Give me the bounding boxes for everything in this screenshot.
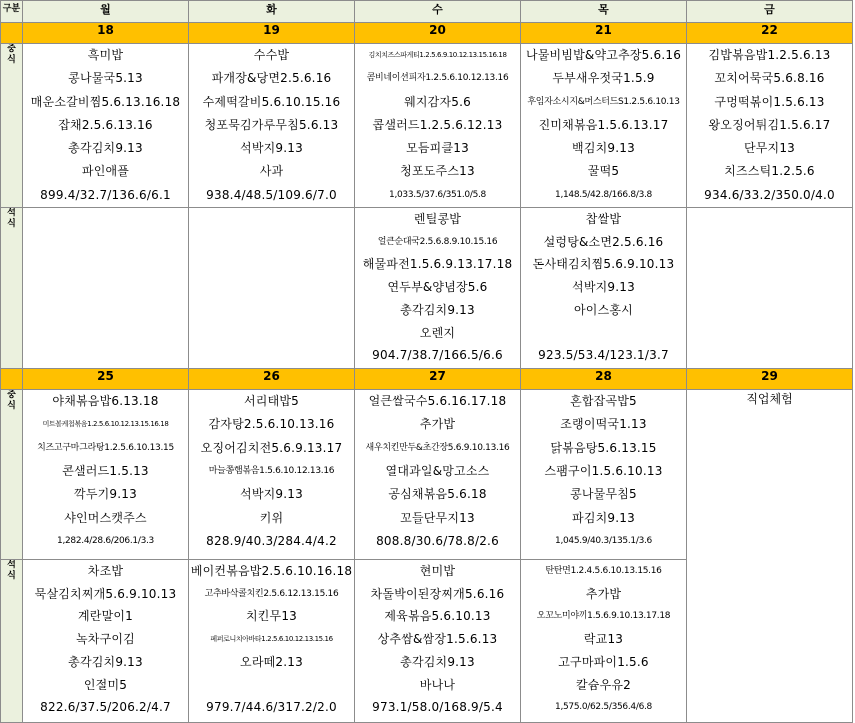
- nutrition-info: 822.6/37.5/206.2/4.7: [40, 700, 171, 715]
- menu-item: 파인애플: [81, 164, 130, 179]
- day-header-thu: 목: [521, 1, 687, 23]
- menu-item: 해물파전1.5.6.9.13.17.18: [362, 257, 513, 272]
- menu-item: 아이스홍시: [574, 302, 633, 317]
- menu-item: 김밥볶음밥1.2.5.6.13: [708, 48, 831, 62]
- date-row: [1, 369, 853, 390]
- nutrition-info: 899.4/32.7/136.6/6.1: [40, 187, 171, 202]
- menu-item: 칼슘우유2: [575, 677, 631, 692]
- date-cell: 19: [189, 23, 355, 44]
- lunch-row: [1, 390, 853, 560]
- menu-item: 꼬치어묵국5.6.8.16: [714, 71, 825, 86]
- menu-item: 추가밥: [419, 417, 456, 432]
- lunch-menu-cell: [189, 390, 355, 560]
- menu-item: 미트볼케첩볶음1.2.5.6.10.12.13.15.16.18: [42, 420, 169, 429]
- lunch-menu-cell: [521, 44, 687, 208]
- menu-item: 꼬들단무지13: [400, 510, 475, 525]
- dinner-label: 석 식: [1, 208, 23, 369]
- menu-item: 후임자소시지&머스터드S1.2.5.6.10.13: [527, 96, 680, 107]
- menu-item: 김치치즈스파게티1.2.5.6.9.10.12.13.15.16.18: [368, 51, 507, 59]
- menu-item: 설렁탕&소면2.5.6.16: [543, 234, 664, 249]
- menu-item: 탄탄면1.2.4.5.6.10.13.15.16: [545, 566, 662, 577]
- nutrition-info: 1,045.9/40.3/135.1/3.6: [555, 535, 652, 546]
- menu-item: 구멍떡볶이1.5.6.13: [714, 94, 825, 109]
- day-header-tue: 화: [189, 1, 355, 23]
- menu-item: 오라떼2.13: [240, 654, 303, 669]
- menu-item: 스팸구이1.5.6.10.13: [544, 463, 663, 478]
- menu-item: 상추쌈&쌈장1.5.6.13: [377, 632, 498, 647]
- menu-item: [189, 674, 354, 697]
- menu-item: 연두부&양념장5.6: [387, 280, 488, 295]
- menu-item: [521, 322, 686, 345]
- dinner-menu-cell: [189, 560, 355, 723]
- menu-item: 조랭이떡국1.13: [560, 417, 647, 432]
- menu-item: 서리태밥5: [243, 394, 299, 409]
- lunch-menu-cell: [23, 390, 189, 560]
- menu-item: 청포도주스13: [400, 164, 475, 179]
- date-cell: 18: [23, 23, 189, 44]
- menu-item: 모듬피클13: [406, 141, 469, 156]
- nutrition-info: 973.1/58.0/168.9/5.4: [372, 700, 503, 715]
- date-cell: 29: [687, 369, 853, 390]
- menu-item: 콥샐러드1.2.5.6.12.13: [372, 117, 503, 132]
- dinner-label: 석 식: [1, 560, 23, 723]
- menu-item: 백김치9.13: [572, 141, 635, 156]
- menu-item: 인절미5: [83, 677, 128, 692]
- nutrition-info: 1,033.5/37.6/351.0/5.8: [389, 189, 486, 200]
- menu-item: 두부새우젓국1.5.9: [552, 71, 655, 86]
- dinner-menu-cell: [355, 560, 521, 723]
- dinner-menu-cell: [687, 208, 853, 369]
- menu-item: 깍두기9.13: [74, 487, 137, 502]
- menu-item: 치즈스틱1.2.5.6: [724, 164, 815, 179]
- menu-item: 락교13: [583, 632, 624, 647]
- menu-item: 현미밥: [419, 564, 456, 579]
- lunch-menu-cell: [687, 44, 853, 208]
- dinner-row: [1, 208, 853, 369]
- menu-item: 나물비빔밥&약고추장5.6.16: [525, 48, 682, 62]
- menu-item: 매운소갈비찜5.6.13.16.18: [30, 94, 181, 109]
- menu-item: 콘샐러드1.5.13: [62, 463, 149, 478]
- lunch-menu-cell: [23, 44, 189, 208]
- menu-item: 고추바삭콜치킨2.5.6.12.13.15.16: [204, 588, 339, 599]
- menu-item: 치킨무13: [245, 609, 298, 624]
- nutrition-info: 923.5/53.4/123.1/3.7: [538, 348, 669, 363]
- dinner-menu-cell: [23, 560, 189, 723]
- menu-item: 석박지9.13: [572, 280, 635, 295]
- lunch-menu-cell: [355, 390, 521, 560]
- menu-item: 감자탕2.5.6.10.13.16: [208, 417, 335, 432]
- menu-item: 바나나: [419, 677, 456, 692]
- menu-item: 샤인머스캣주스: [64, 510, 147, 525]
- corner-header: 구분: [1, 1, 23, 23]
- nutrition-info: 828.9/40.3/284.4/4.2: [206, 533, 337, 548]
- dinner-menu-cell: [189, 208, 355, 369]
- nutrition-info: 808.8/30.6/78.8/2.6: [376, 533, 499, 548]
- date-cell: 27: [355, 369, 521, 390]
- menu-item: 진미채볶음1.5.6.13.17: [538, 117, 669, 132]
- menu-item: 콩나물무침5: [570, 487, 637, 502]
- menu-item: 총각김치9.13: [68, 141, 143, 156]
- date-cell: 20: [355, 23, 521, 44]
- menu-item: 페퍼로니치아바타1.2.5.6.10.12.13.15.16: [210, 635, 333, 644]
- menu-item: 제육볶음5.6.10.13: [384, 609, 491, 624]
- menu-item: 얼큰순대국2.5.6.8.9.10.15.16: [377, 236, 498, 247]
- table-body: [1, 23, 853, 723]
- menu-item: 베이컨볶음밥2.5.6.10.16.18: [190, 564, 353, 579]
- date-row-label: [1, 369, 23, 390]
- dinner-menu-cell: [355, 208, 521, 369]
- date-cell: 22: [687, 23, 853, 44]
- menu-item: 닭볶음탕5.6.13.15: [550, 440, 657, 455]
- date-cell: 26: [189, 369, 355, 390]
- menu-item: 찹쌀밥: [585, 212, 622, 227]
- date-cell: 21: [521, 23, 687, 44]
- menu-item: 석박지9.13: [240, 487, 303, 502]
- dinner-menu-cell: [521, 560, 687, 723]
- dinner-menu-cell: [521, 208, 687, 369]
- nutrition-info: 904.7/38.7/166.5/6.6: [372, 348, 503, 363]
- menu-item: 묵살김치찌개5.6.9.10.13: [34, 586, 177, 601]
- day-header-mon: 월: [23, 1, 189, 23]
- day-header-row: [1, 1, 853, 23]
- menu-item: 계란말이1: [77, 609, 133, 624]
- lunch-label: 중 식: [1, 390, 23, 560]
- menu-item: 총각김치9.13: [400, 654, 475, 669]
- menu-item: 치즈고구마그라탕1.2.5.6.10.13.15: [37, 442, 174, 453]
- date-cell: 28: [521, 369, 687, 390]
- day-header-wed: 수: [355, 1, 521, 23]
- menu-item: 오징어김치전5.6.9.13.17: [200, 440, 343, 455]
- menu-item: 새우치킨만두&초간장5.6.9.10.13.16: [365, 442, 510, 453]
- date-cell: 25: [23, 369, 189, 390]
- menu-item: 차조밥: [87, 564, 124, 579]
- nutrition-info: 938.4/48.5/109.6/7.0: [206, 187, 337, 202]
- nutrition-info: 979.7/44.6/317.2/2.0: [206, 700, 337, 715]
- menu-item: 꿀떡5: [587, 164, 620, 179]
- lunch-menu-cell: [189, 44, 355, 208]
- menu-item: 파개장&당면2.5.6.16: [211, 71, 332, 86]
- menu-item: 청포묵김가루무침5.6.13: [204, 117, 339, 132]
- menu-item: 석박지9.13: [240, 141, 303, 156]
- menu-item: 렌틸콩밥: [413, 212, 462, 227]
- lunch-menu-cell: [521, 390, 687, 560]
- menu-item: 수제떡갈비5.6.10.15.16: [202, 94, 341, 109]
- date-row: [1, 23, 853, 44]
- menu-item: 수수밥: [253, 48, 290, 62]
- nutrition-info: 1,575.0/62.5/356.4/6.8: [555, 702, 652, 713]
- menu-item: 마늘쫑햄볶음1.5.6.10.12.13.16: [208, 465, 335, 476]
- menu-item: 왕오징어튀김1.5.6.17: [708, 117, 831, 132]
- date-row-label: [1, 23, 23, 44]
- dinner-menu-cell: [23, 208, 189, 369]
- menu-item: 잡채2.5.6.13.16: [58, 117, 153, 132]
- nutrition-info: 1,148.5/42.8/166.8/3.8: [555, 189, 652, 200]
- lunch-menu-cell: [355, 44, 521, 208]
- menu-item: 돈사태김치찜5.6.9.10.13: [532, 257, 675, 272]
- menu-item: 파김치9.13: [572, 510, 635, 525]
- menu-item: 키위: [259, 510, 284, 525]
- lunch-label: 중 식: [1, 44, 23, 208]
- special-event-cell: 직업체험: [687, 390, 853, 723]
- nutrition-info: 934.6/33.2/350.0/4.0: [704, 187, 835, 202]
- menu-item: 총각김치9.13: [400, 302, 475, 317]
- menu-item: 녹차구이김: [76, 632, 135, 647]
- menu-item: 흑미밥: [87, 48, 124, 62]
- menu-item: 얼큰쌀국수5.6.16.17.18: [368, 394, 507, 409]
- menu-item: 열대과일&망고소스: [385, 463, 490, 478]
- menu-item: 웨지감자5.6: [404, 94, 471, 109]
- day-header-fri: 금: [687, 1, 853, 23]
- menu-item: 고구마파이1.5.6: [558, 654, 649, 669]
- menu-item: 혼합잡곡밥5: [570, 394, 637, 409]
- menu-item: 사과: [259, 164, 284, 179]
- menu-item: 공심채볶음5.6.18: [388, 487, 487, 502]
- menu-item: 차돌박이된장찌개5.6.16: [370, 586, 505, 601]
- menu-item: 단무지13: [743, 141, 796, 156]
- menu-item: 콤비네이션피자1.2.5.6.10.12.13.16: [366, 73, 509, 84]
- menu-item: 야채볶음밥6.13.18: [52, 394, 159, 409]
- nutrition-info: 1,282.4/28.6/206.1/3.3: [57, 535, 154, 546]
- menu-item: 총각김치9.13: [68, 654, 143, 669]
- lunch-row: [1, 44, 853, 208]
- menu-item: 오렌지: [419, 325, 456, 340]
- menu-item: 추가밥: [585, 586, 622, 601]
- menu-item: 오꼬노미야끼1.5.6.9.10.13.17.18: [536, 611, 671, 622]
- menu-item: 콩나물국5.13: [68, 71, 143, 86]
